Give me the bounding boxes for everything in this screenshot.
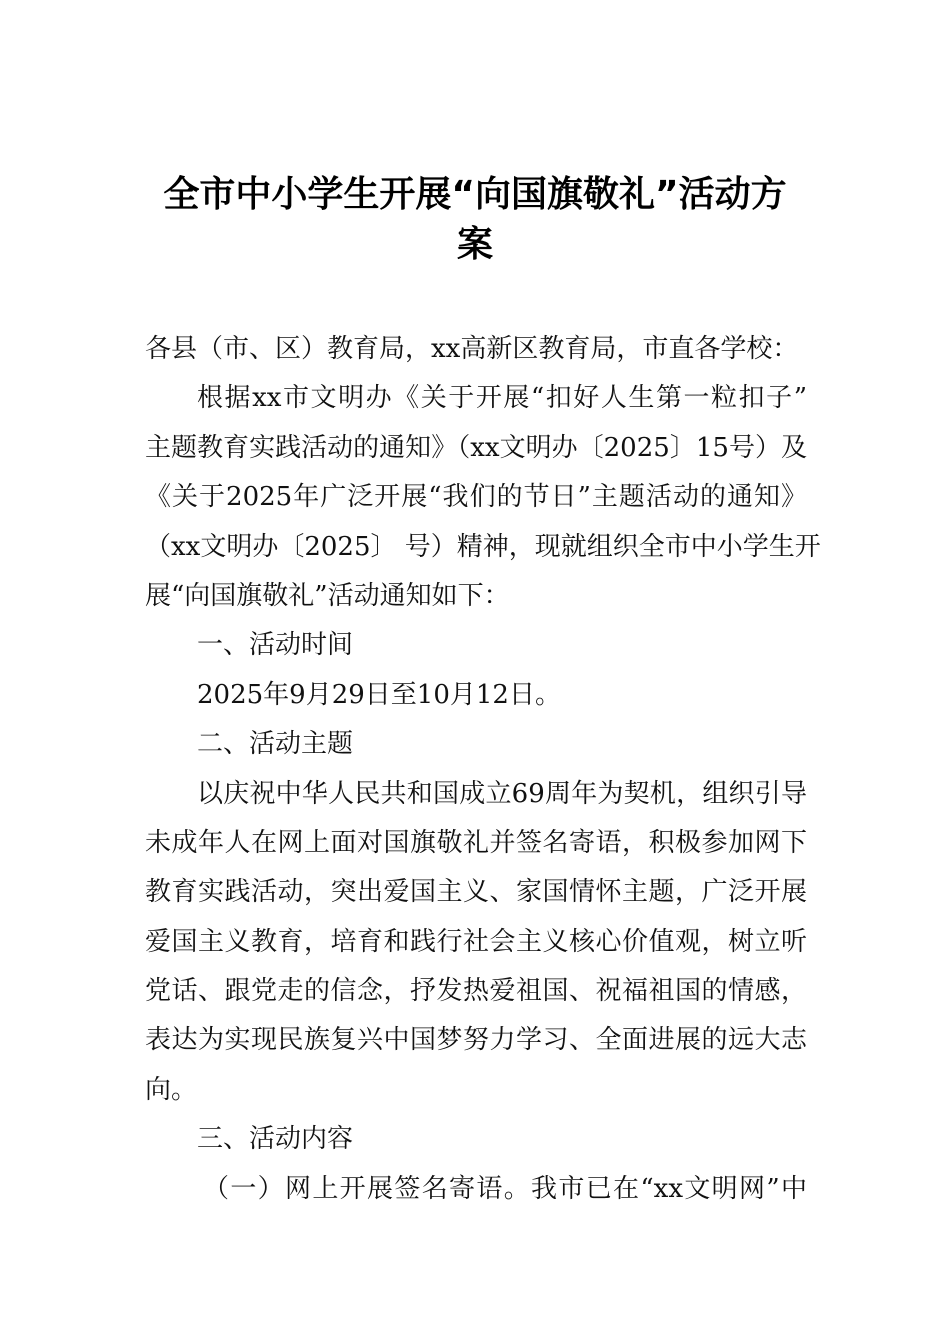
document-title xyxy=(145,170,805,270)
section-1-heading: 一、活动时间 xyxy=(197,630,354,661)
section-2-line-3: 教育实践活动，突出爱国主义、家国情怀主题，广泛开展 xyxy=(145,877,807,908)
intro-line-4: （xx文明办〔2025〕 号）精神，现就组织全市中小学生开 xyxy=(145,531,821,562)
document-body xyxy=(145,325,821,1214)
section-1-text: 2025年9月29日至10月12日。 xyxy=(197,679,561,710)
section-2-line-5: 党话、跟党走的信念，抒发热爱祖国、祝福祖国的情感， xyxy=(145,976,807,1007)
section-2-heading: 二、活动主题 xyxy=(197,729,354,760)
section-2-line-1: 以庆祝中华人民共和国成立69周年为契机，组织引导 xyxy=(197,778,807,809)
section-2-line-7: 向。 xyxy=(145,1074,198,1105)
intro-line-3: 《关于2025年广泛开展“我们的节日”主题活动的通知》 xyxy=(145,482,807,513)
section-2-line-6: 表达为实现民族复兴中国梦努力学习、全面进展的远大志 xyxy=(145,1025,807,1056)
section-2-line-2: 未成年人在网上面对国旗敬礼并签名寄语，积极参加网下 xyxy=(145,827,807,858)
section-3-heading: 三、活动内容 xyxy=(197,1124,354,1155)
intro-line-1: 根据xx市文明办《关于开展“扣好人生第一粒扣子” xyxy=(197,383,807,414)
salutation: 各县（市、区）教育局，xx高新区教育局，市直各学校： xyxy=(145,334,799,364)
section-3-line-1: （一）网上开展签名寄语。我市已在“xx文明网”中 xyxy=(203,1173,807,1204)
section-2-line-4: 爱国主义教育，培育和践行社会主义核心价值观，树立听 xyxy=(145,926,807,957)
title-line-1: 全市中小学生开展“向国旗敬礼”活动方 xyxy=(163,174,787,215)
intro-line-5: 展“向国旗敬礼”活动通知如下： xyxy=(145,580,510,611)
title-line-2: 案 xyxy=(456,224,493,265)
intro-line-2: 主题教育实践活动的通知》（xx文明办〔2025〕15号）及 xyxy=(145,432,807,463)
